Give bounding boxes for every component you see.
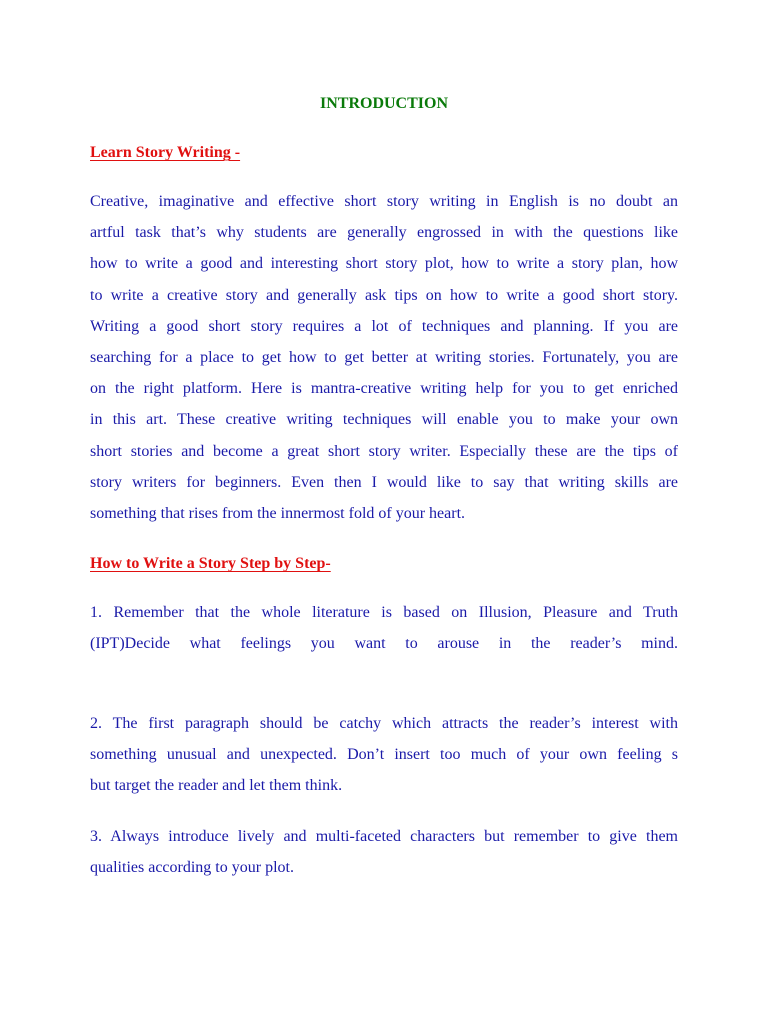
paragraph-line: but target the reader and let them think. — [90, 777, 343, 795]
paragraph-line: story writers for beginners. Even then I would like to say that writing skills are — [90, 473, 678, 491]
paragraph-line: something that rises from the innermost fold of your heart. — [90, 505, 466, 523]
section-heading-how-to-write: How to Write a Story Step by Step- — [90, 555, 331, 572]
paragraph-line: short stories and become a great short story writer. Especially these are the tips of — [90, 442, 678, 460]
paragraph-line: (IPT)Decide what feelings you want to arouse in the reader’s mind. — [90, 635, 678, 653]
paragraph-line: qualities according to your plot. — [90, 859, 294, 877]
step-item-3 — [90, 821, 678, 883]
section-heading-learn-story-writing: Learn Story Writing - — [90, 144, 241, 161]
step-item-2 — [90, 708, 678, 802]
intro-paragraph — [90, 186, 678, 529]
paragraph-line: in this art. These creative writing techniques will enable you to make your own — [90, 411, 678, 429]
paragraph-line: to write a creative story and generally ask tips on how to write a good short story. — [90, 286, 678, 304]
paragraph-line: on the right platform. Here is mantra-creative writing help for you to get enriched — [90, 380, 678, 398]
paragraph-line: artful task that’s why students are generally engrossed in with the questions like — [90, 224, 678, 242]
paragraph-line: how to write a good and interesting short story plot, how to write a story plan, how — [90, 255, 678, 273]
paragraph-line: 2. The first paragraph should be catchy which attracts the reader’s interest with — [90, 715, 678, 732]
paragraph-line: something unusual and unexpected. Don’t insert too much of your own feeling s — [90, 746, 678, 764]
paragraph-line: searching for a place to get how to get better at writing stories. Fortunately, you are — [90, 349, 678, 367]
step-item-1 — [90, 597, 678, 659]
page-title: INTRODUCTION — [319, 95, 448, 112]
paragraph-line: 3. Always introduce lively and multi-faceted characters but remember to give them — [90, 828, 678, 845]
paragraph-line: Writing a good short story requires a lot of techniques and planning. If you are — [90, 317, 678, 335]
paragraph-line: 1. Remember that the whole literature is based on Illusion, Pleasure and Truth — [90, 604, 678, 621]
paragraph-line: Creative, imaginative and effective short story writing in English is no doubt an — [90, 193, 678, 210]
